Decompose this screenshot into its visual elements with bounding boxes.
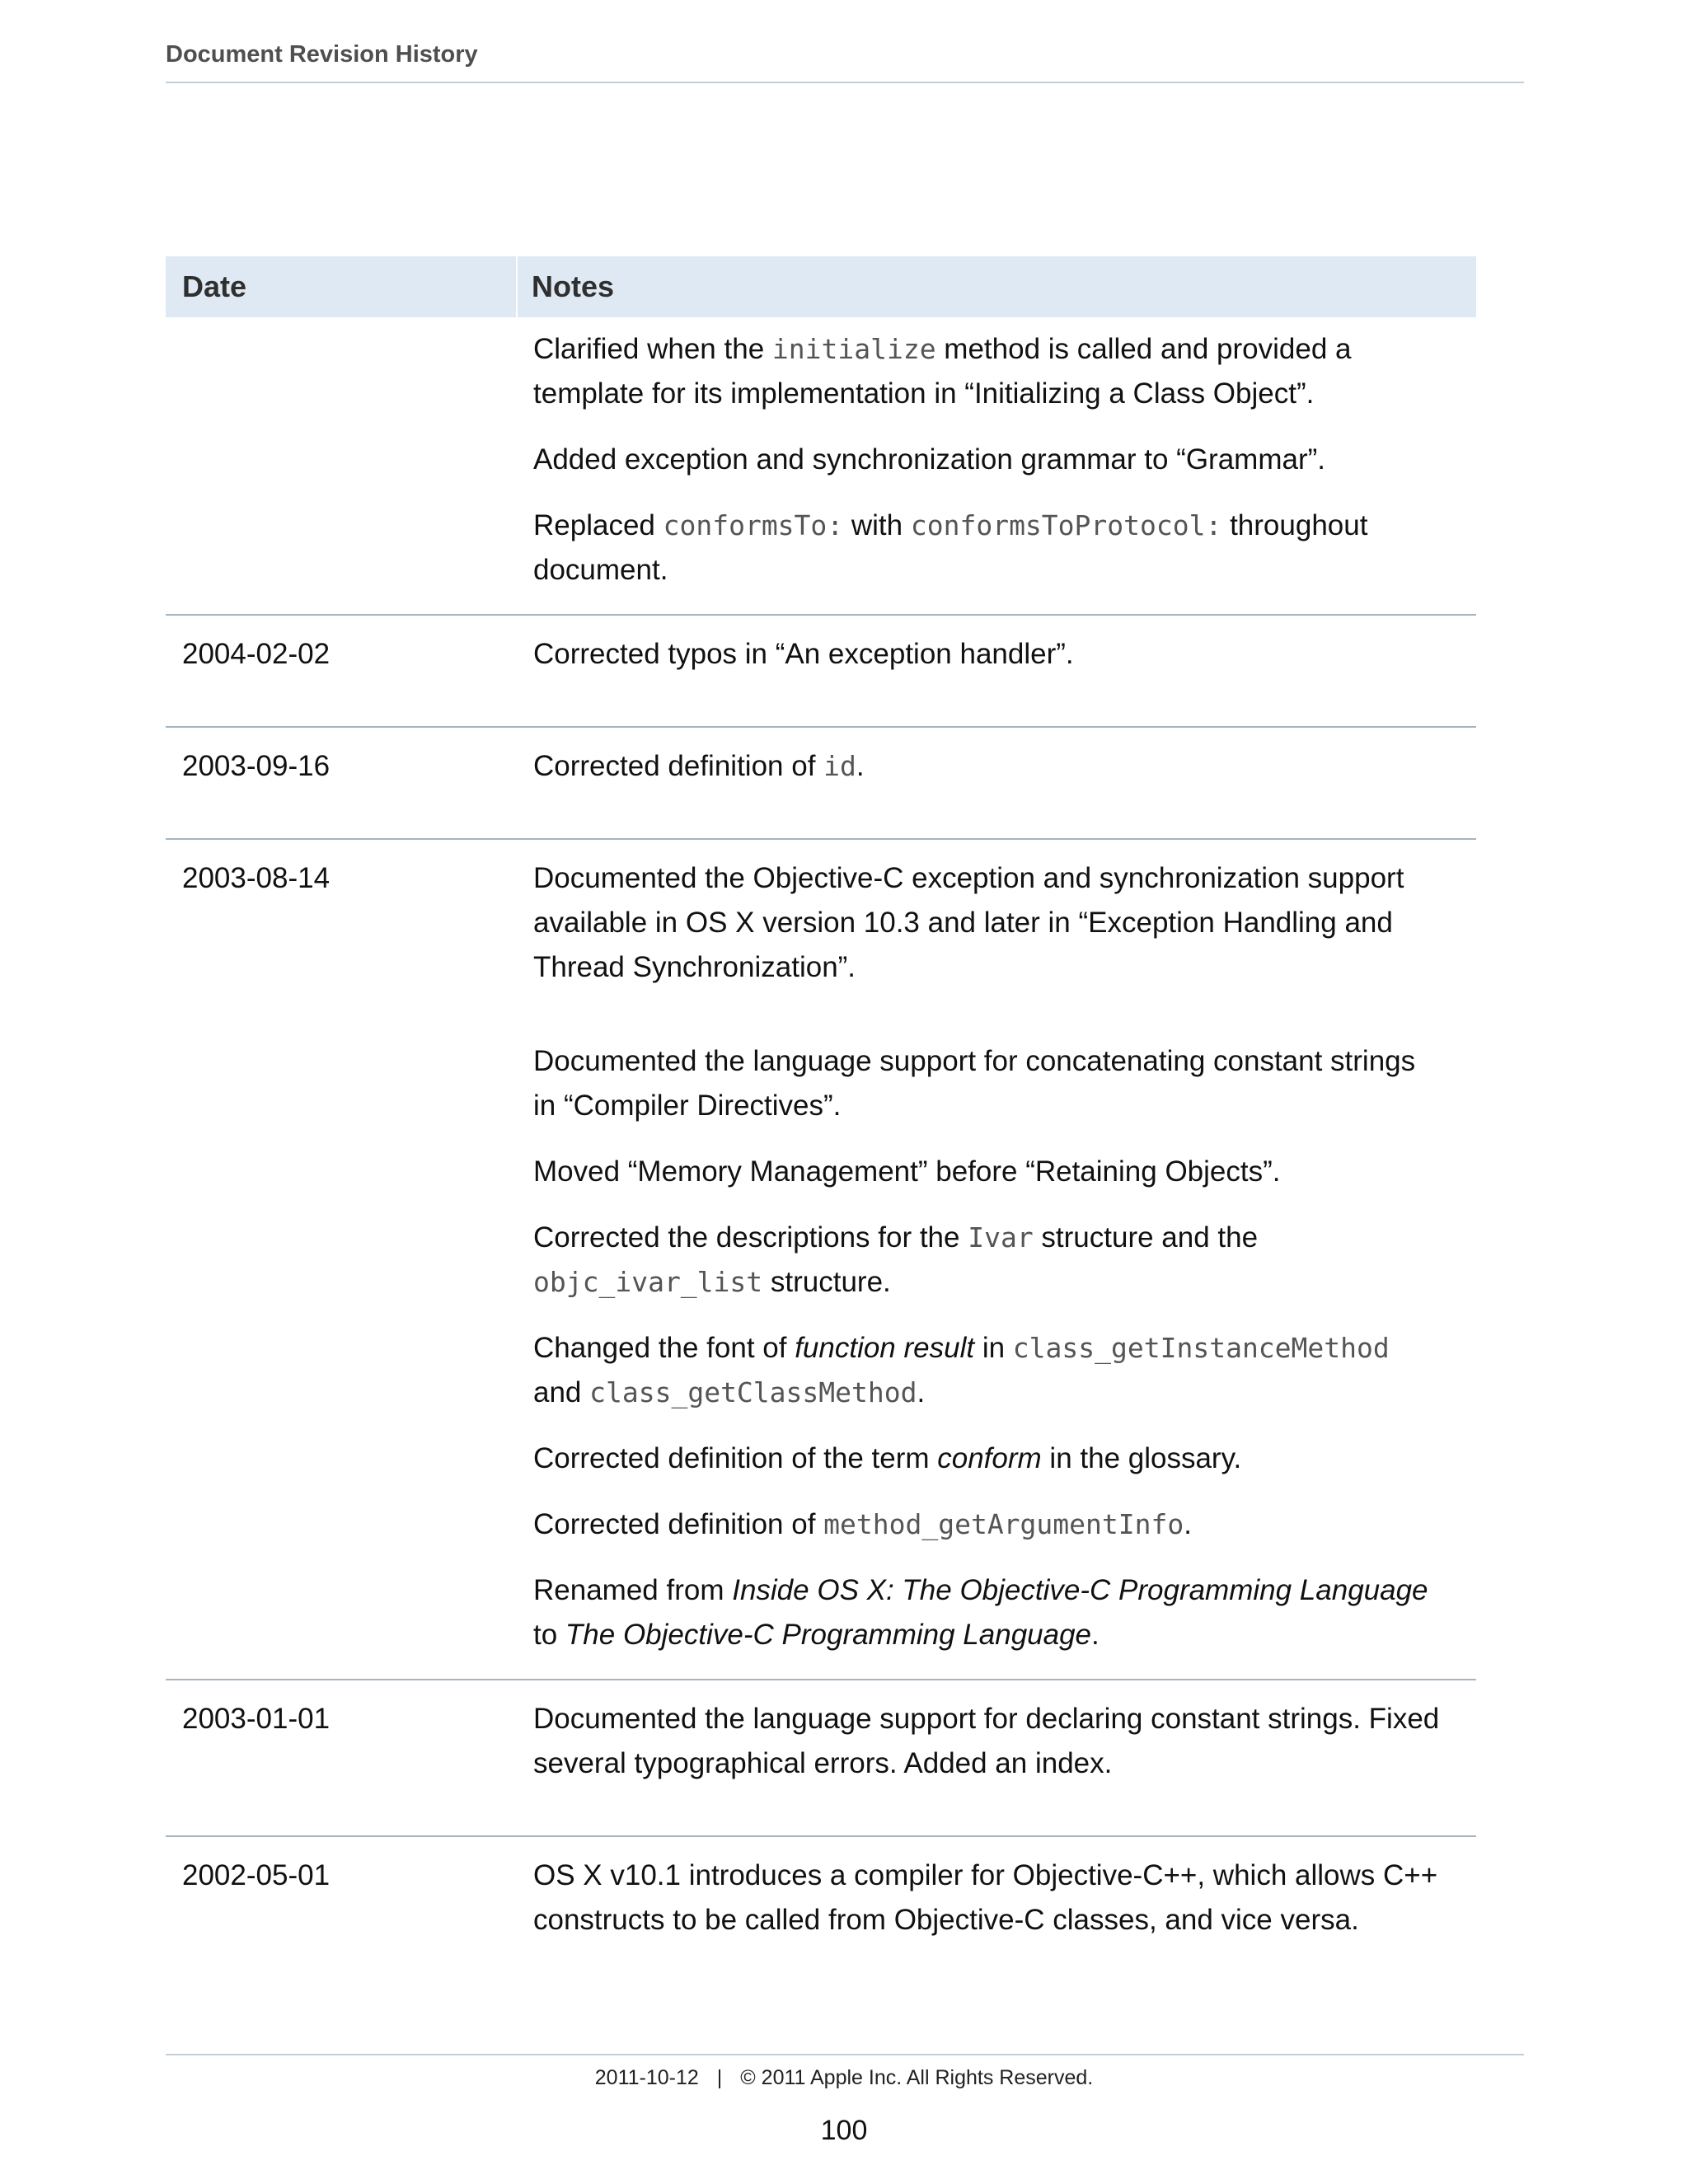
code-conformsto: conformsTo:	[663, 509, 844, 541]
date-cell: 2003-01-01	[166, 1680, 517, 1836]
table-row	[166, 1836, 1476, 1992]
code-class-getclassmethod: class_getClassMethod	[589, 1376, 917, 1408]
note-paragraph: Corrected definition of method_getArgumentInfo.	[533, 1508, 1192, 1540]
date-cell	[166, 317, 517, 615]
date-cell: 2002-05-01	[182, 1859, 331, 1891]
header-divider	[166, 82, 1524, 83]
notes-cell	[517, 839, 1476, 1680]
table-header-row	[166, 256, 1476, 317]
date-cell: 2003-08-14	[166, 839, 517, 1680]
note-paragraph: Documented the language support for concatenating constant strings in “Compiler Directives”.	[533, 1045, 1416, 1122]
emphasis-conform: conform	[937, 1442, 1042, 1474]
date-cell: 2003-09-16	[166, 727, 517, 839]
table-row	[166, 1680, 1476, 1836]
note-paragraph: OS X v10.1 introduces a compiler for Objective-C++, which allows C++ constructs to be called from Objective-C classes, and vice versa.	[533, 1859, 1438, 1936]
footer-separator: |	[716, 2066, 723, 2089]
note-paragraph: Added exception and synchronization grammar to “Grammar”.	[533, 443, 1325, 476]
note-paragraph: Clarified when the initialize method is called and provided a template for its implementation in “Initializing a Class Object”.	[533, 333, 1352, 410]
note-paragraph: Corrected definition of id.	[533, 750, 865, 782]
note-paragraph: Corrected typos in “An exception handler”.	[533, 638, 1074, 670]
code-initialize: initialize	[771, 333, 936, 365]
notes-cell	[517, 727, 1476, 839]
table-row	[166, 317, 1476, 615]
footer-divider	[166, 2054, 1524, 2055]
table-row	[166, 839, 1476, 1680]
footer-date: 2011-10-12	[594, 2066, 699, 2089]
table-row	[166, 615, 1476, 727]
code-objc-ivar-list: objc_ivar_list	[533, 1266, 763, 1298]
code-method-getargumentinfo: method_getArgumentInfo	[823, 1508, 1184, 1540]
column-header-date: Date	[166, 256, 517, 317]
revision-history-table	[166, 256, 1476, 1992]
running-header-title: Document Revision History	[166, 41, 478, 68]
footer-line	[0, 2066, 1688, 2090]
code-id: id	[823, 750, 856, 782]
notes-cell	[517, 1680, 1476, 1836]
emphasis-new-title: The Objective-C Programming Language	[565, 1619, 1092, 1651]
notes-cell	[517, 615, 1476, 727]
code-conformstoprotocol: conformsToProtocol:	[910, 509, 1222, 541]
emphasis-function-result: function result	[795, 1332, 975, 1364]
notes-cell	[517, 1836, 1476, 1992]
note-paragraph: Moved “Memory Management” before “Retaining Objects”.	[533, 1155, 1281, 1188]
emphasis-old-title: Inside OS X: The Objective-C Programming Language	[732, 1574, 1428, 1606]
code-class-getinstancemethod: class_getInstanceMethod	[1012, 1332, 1390, 1364]
note-paragraph: Corrected the descriptions for the Ivar structure and the objc_ivar_list structure.	[533, 1221, 1259, 1298]
note-paragraph: Changed the font of function result in class_getInstanceMethod and class_getClassMethod.	[533, 1332, 1390, 1408]
page-number: 100	[820, 2115, 868, 2146]
date-cell: 2004-02-02	[166, 615, 517, 727]
table-row	[166, 727, 1476, 839]
footer-copyright: © 2011 Apple Inc. All Rights Reserved.	[740, 2066, 1094, 2089]
note-paragraph: Corrected definition of the term conform in the glossary.	[533, 1442, 1242, 1474]
note-paragraph: Renamed from Inside OS X: The Objective-C Programming Language to The Objective-C Programming Language.	[533, 1574, 1428, 1651]
note-paragraph: Documented the language support for declaring constant strings. Fixed several typographical errors. Added an index.	[533, 1703, 1440, 1779]
code-ivar: Ivar	[968, 1221, 1034, 1254]
notes-cell	[517, 317, 1476, 615]
column-header-notes: Notes	[517, 256, 1476, 317]
note-paragraph: Documented the Objective-C exception and synchronization support available in OS X version 10.3 and later in “Exception Handling and Thread Synchronization”.	[533, 862, 1404, 983]
note-paragraph: Replaced conformsTo: with conformsToProtocol: throughout document.	[533, 509, 1368, 586]
